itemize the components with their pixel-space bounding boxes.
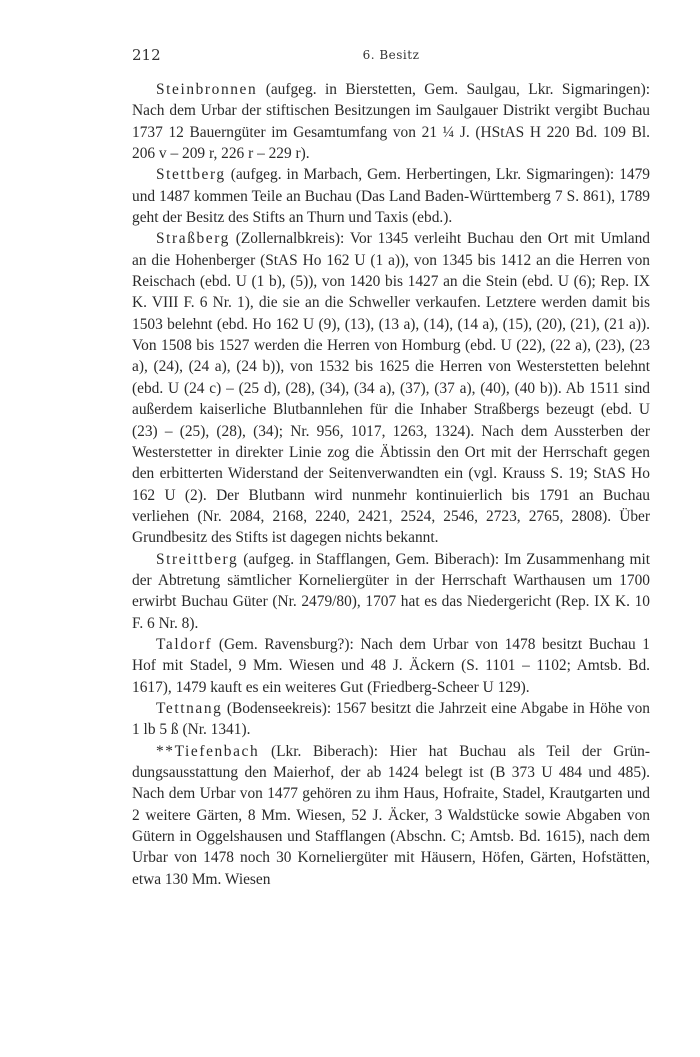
running-head: 6. Besitz bbox=[362, 48, 420, 62]
entry-text: (Zollernalbkreis): Vor 1345 verleiht Buchau den Ort mit Umland an die Hohenberger (StAS Ho 162 U (1 a)), von 1345 bis 1412 an die Herren von Reischach (ebd. U (1 b), (5)), von 1420 bis 1427 an die Stein (ebd. U (6); Rep. IX K. VIII F. 6 Nr. 1), die sie an die Schweller verkaufen. Letztere werden damit bis 1503 belehnt (ebd. Ho 162 U (9), (13), (13 a), (14), (14 a), (15), (20), (21), (21 a)). Von 1508 bis 1527 werden die Herren von Homburg (ebd. U (22), (22 a), (23), (23 a), (24), (24 a), (24 b)), von 1532 bis 1625 die Herren von Westerstetten belehnt (ebd. U (24 c) – (25 d), (28), (34), (34 a), (37), (37 a), (40), (40 b)). Ab 1511 sind außerdem kaiserliche Blutbannlehen für die Inhaber Straßbergs bezeugt (ebd. U (23) – (25), (28), (34); Nr. 956, 1017, 1263, 1324). Nach dem Aussterben der Westerstetter in direkter Linie zog die Äbtissin den Ort mit der Herrschaft gegen den erbitterten Widerstand der Seitenverwandten ein (vgl. Krauss S. 19; StAS Ho 162 U (2). Der Blutbann wird nunmehr kontinuierlich bis 1791 an Buchau verliehen (Nr. 2084, 2168, 2240, 2421, 2524, 2546, 2723, 2765, 2808). Über Grundbesitz des Stifts ist dagegen nichts bekannt. bbox=[132, 230, 650, 547]
page-number: 212 bbox=[132, 46, 161, 64]
place-name: Steinbronnen bbox=[156, 81, 258, 98]
entry-tiefenbach bbox=[132, 741, 650, 890]
entry-steinbronnen bbox=[132, 79, 650, 164]
place-name: Tettnang bbox=[156, 699, 223, 717]
entry-stettberg bbox=[132, 164, 650, 228]
place-name: Streittberg bbox=[156, 550, 239, 568]
place-name: **Tiefenbach bbox=[156, 742, 260, 760]
entry-text: (aufgeg. in Bierstetten, Gem. Saulgau, Lkr. Sigmaringen): Nach dem Urbar der stiftischen Besitzungen im Saulgauer Distrikt vergibt Buchau 1737 12 Bauerngüter im Gesamtumfang von 21 ¼ J. (HStAS H 220 Bd. 109 Bl. 206 v – 209 r, 226 r – 229 r). bbox=[132, 81, 650, 163]
entry-text: (Lkr. Biberach): Hier hat Buchau als Teil der Gründungsausstattung den Maierhof, der ab 1424 belegt ist (B 373 U 484 und 485). Nach dem Urbar von 1477 gehören zu ihm Haus, Hofraite, Stadel, Krautgarten und 2 weitere Gärten, 8 Mm. Wiesen, 52 J. Äcker, 3 Waldstücke sowie Abgaben von Gütern in Oggelshausen und Stafflangen (Abschn. C; Amtsb. Bd. 1615), nach dem Urbar von 1478 noch 30 Korneliergüter mit Häusern, Höfen, Gärten, Hofstätten, etwa 130 Mm. Wiesen bbox=[132, 742, 650, 888]
page-header bbox=[132, 46, 650, 68]
entry-text: (Gem. Ravensburg?): Nach dem Urbar von 1478 besitzt Buchau 1 Hof mit Stadel, 9 Mm. Wiesen und 48 J. Äckern (S. 1101 – 1102; Amtsb. Bd. 1617), 1479 kauft es ein weiteres Gut (Friedberg-Scheer U 129). bbox=[132, 635, 650, 696]
body-text bbox=[132, 79, 650, 890]
entry-streittberg bbox=[132, 549, 650, 634]
entry-tettnang bbox=[132, 698, 650, 741]
place-name: Taldorf bbox=[156, 635, 213, 653]
entry-text: (aufgeg. in Stafflangen, Gem. Biberach): Im Zusammenhang mit der Abtretung sämtlicher Korneliergüter in der Herrschaft Warthausen um 1700 erwirbt Buchau Güter (Nr. 2479/80), 1707 hat es das Niedergericht (Rep. IX K. 10 F. 6 Nr. 8). bbox=[132, 550, 650, 632]
place-name: Stettberg bbox=[156, 166, 226, 184]
place-name: Straßberg bbox=[156, 230, 230, 248]
entry-text: (Bodenseekreis): 1567 besitzt die Jahrzeit eine Abgabe in Höhe von 1 lb 5 ß (Nr. 1341). bbox=[132, 699, 650, 739]
entry-strassberg bbox=[132, 228, 650, 548]
entry-taldorf bbox=[132, 634, 650, 698]
entry-text: (aufgeg. in Marbach, Gem. Herbertingen, Lkr. Sigmaringen): 1479 und 1487 kommen Teile an Buchau (Das Land Baden-Württemberg 7 S. 861), 1789 geht der Besitz des Stifts an Thurn und Taxis (ebd.). bbox=[132, 166, 650, 227]
